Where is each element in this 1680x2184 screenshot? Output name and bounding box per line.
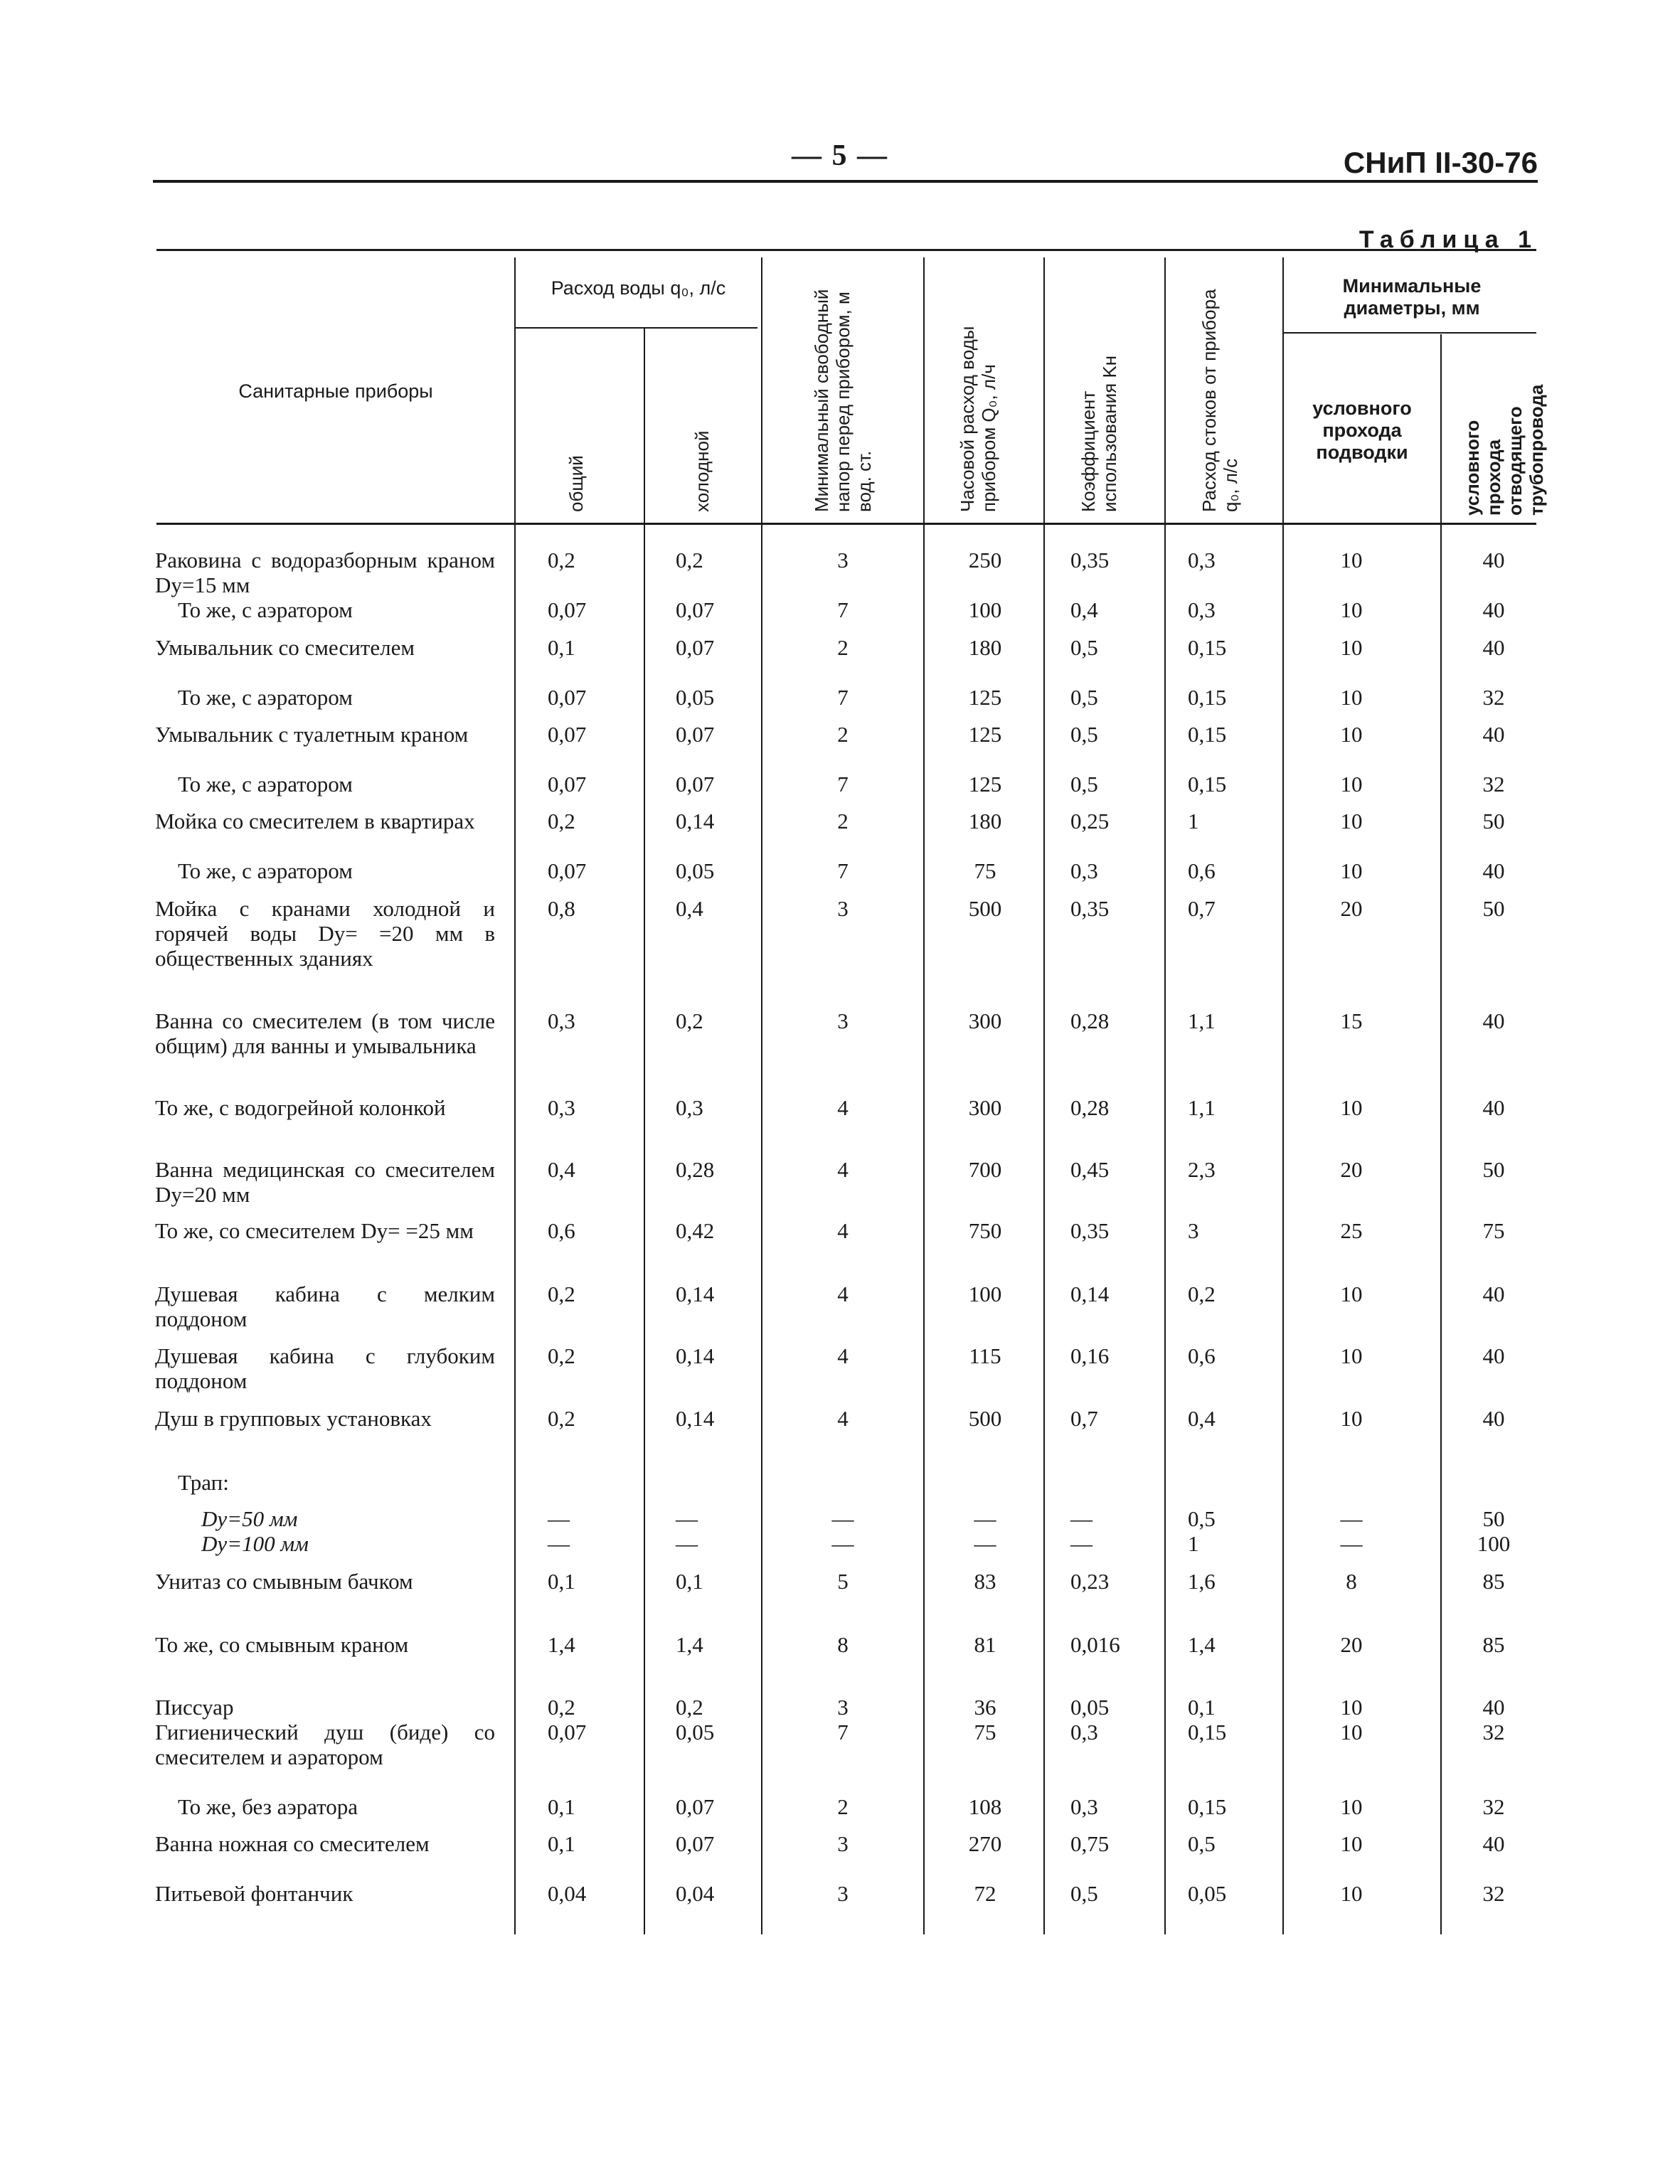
flow-total: 0,07 bbox=[548, 858, 587, 883]
hourly-flow: 125 bbox=[968, 722, 1002, 747]
flow-cold: 0,2 bbox=[676, 1008, 703, 1033]
hourly-flow: 300 bbox=[968, 1095, 1002, 1120]
usage-coef: 0,5 bbox=[1070, 772, 1098, 797]
drain-flow: 1,4 bbox=[1188, 1632, 1216, 1657]
supply-diameter: 20 bbox=[1340, 896, 1363, 921]
flow-cold: 0,04 bbox=[676, 1881, 715, 1906]
drain-diameter: 40 bbox=[1482, 1406, 1505, 1431]
usage-coef: 0,3 bbox=[1070, 1720, 1098, 1744]
flow-total: 0,07 bbox=[548, 772, 587, 797]
col-divider bbox=[761, 257, 762, 1934]
hourly-flow: 250 bbox=[968, 548, 1002, 572]
fixture-name: Ванна со смесителем (в том числе общим) для ванны и умывальника bbox=[155, 1008, 495, 1058]
drain-diameter: 50 bbox=[1482, 1157, 1505, 1182]
usage-coef: 0,35 bbox=[1070, 548, 1110, 572]
flow-cold: 0,07 bbox=[676, 1794, 715, 1819]
flow-total: 0,07 bbox=[548, 1720, 587, 1744]
table-top-rule bbox=[156, 249, 1536, 251]
fixture-name: Ванна ножная со смесителем bbox=[155, 1831, 430, 1856]
drain-flow: 2,3 bbox=[1188, 1157, 1216, 1182]
usage-coef: 0,3 bbox=[1070, 1794, 1098, 1819]
hourly-flow: — bbox=[974, 1531, 996, 1556]
usage-coef: 0,28 bbox=[1070, 1008, 1110, 1033]
hourly-flow: 180 bbox=[968, 809, 1002, 833]
hourly-flow: 75 bbox=[974, 858, 996, 883]
fixture-name: Писсуар bbox=[155, 1695, 234, 1720]
drain-diameter: 40 bbox=[1482, 1008, 1505, 1033]
flow-total: 0,07 bbox=[548, 597, 587, 622]
usage-coef: 0,4 bbox=[1070, 597, 1098, 622]
drain-diameter: 85 bbox=[1482, 1632, 1505, 1657]
col-divider bbox=[1043, 257, 1045, 1934]
header-diam-supply: условного прохода подводки bbox=[1312, 397, 1412, 463]
drain-diameter: 40 bbox=[1482, 1695, 1505, 1720]
drain-flow: 0,3 bbox=[1188, 597, 1216, 622]
pressure: 3 bbox=[837, 548, 849, 572]
fixture-name: Унитаз со смывным бачком bbox=[155, 1569, 413, 1594]
flow-total: 0,8 bbox=[548, 896, 575, 921]
usage-coef: 0,45 bbox=[1070, 1157, 1110, 1182]
flow-cold: 0,1 bbox=[676, 1569, 703, 1594]
supply-diameter: 10 bbox=[1340, 722, 1363, 747]
pressure: — bbox=[831, 1506, 854, 1531]
drain-flow: 0,15 bbox=[1188, 1720, 1227, 1744]
fixture-name: Ванна медицинская со смесителем Dу=20 мм bbox=[155, 1157, 495, 1207]
usage-coef: — bbox=[1070, 1506, 1092, 1531]
drain-flow: 0,1 bbox=[1188, 1695, 1216, 1720]
drain-diameter: 40 bbox=[1482, 1095, 1505, 1120]
flow-cold: 0,28 bbox=[676, 1157, 715, 1182]
pressure: 3 bbox=[837, 1695, 849, 1720]
col-divider bbox=[1164, 257, 1166, 1934]
drain-diameter: 32 bbox=[1482, 772, 1505, 797]
flow-cold: 0,07 bbox=[676, 1831, 715, 1856]
flow-cold: 0,14 bbox=[676, 1282, 715, 1306]
col-divider bbox=[1440, 334, 1442, 1934]
supply-diameter: 20 bbox=[1340, 1632, 1363, 1657]
header-bottom-rule bbox=[156, 523, 1536, 525]
drain-diameter: 40 bbox=[1482, 1831, 1505, 1856]
supply-diameter: 10 bbox=[1340, 1282, 1363, 1306]
flow-total: 0,1 bbox=[548, 635, 575, 660]
flow-cold: 0,4 bbox=[676, 896, 703, 921]
fixture-name: То же, с аэратором bbox=[178, 772, 353, 797]
flow-total: 0,2 bbox=[548, 1282, 575, 1306]
hourly-flow: 83 bbox=[974, 1569, 996, 1594]
flow-cold: 0,05 bbox=[676, 1720, 715, 1744]
pressure: 7 bbox=[837, 597, 849, 622]
flow-total: 0,1 bbox=[548, 1569, 575, 1594]
hourly-flow: 115 bbox=[969, 1343, 1001, 1368]
header-flow-group: Расход воды q₀, л/с bbox=[551, 277, 726, 299]
pressure: 7 bbox=[837, 772, 849, 797]
supply-diameter: 10 bbox=[1340, 1831, 1363, 1856]
flow-subheader-rule bbox=[516, 327, 757, 329]
drain-flow: 1,1 bbox=[1188, 1008, 1216, 1033]
header-pressure: Минимальный свободный напор перед прибором, м вод. ст. bbox=[811, 289, 875, 512]
fixture-name: То же, с водогрейной колонкой bbox=[155, 1095, 446, 1120]
drain-diameter: 32 bbox=[1482, 685, 1505, 710]
usage-coef: 0,28 bbox=[1070, 1095, 1110, 1120]
fixture-name: Умывальник со смесителем bbox=[155, 635, 415, 660]
supply-diameter: 10 bbox=[1340, 685, 1363, 710]
header-fixtures: Санитарные приборы bbox=[238, 380, 433, 402]
drain-diameter: 40 bbox=[1482, 1282, 1505, 1306]
header-coef: Коэффициент использования Kн bbox=[1078, 355, 1120, 512]
hourly-flow: 500 bbox=[968, 896, 1002, 921]
drain-diameter: 40 bbox=[1482, 597, 1505, 622]
supply-diameter: 10 bbox=[1340, 858, 1363, 883]
col-divider bbox=[514, 257, 516, 1934]
flow-total: 0,1 bbox=[548, 1831, 575, 1856]
flow-total: 0,2 bbox=[548, 809, 575, 833]
fixture-name: Душ в групповых установках bbox=[155, 1406, 432, 1431]
supply-diameter: 10 bbox=[1340, 597, 1363, 622]
flow-total: 0,04 bbox=[548, 1881, 587, 1906]
usage-coef: 0,5 bbox=[1070, 635, 1098, 660]
fixture-name: Dу=100 мм bbox=[201, 1531, 309, 1556]
fixture-name: То же, с аэратором bbox=[178, 685, 353, 710]
diam-subheader-rule bbox=[1284, 332, 1536, 334]
hourly-flow: — bbox=[974, 1506, 996, 1531]
flow-cold: 0,05 bbox=[676, 685, 715, 710]
flow-total: — bbox=[548, 1506, 570, 1531]
supply-diameter: 10 bbox=[1340, 1343, 1363, 1368]
fixture-name: Мойка со смесителем в квартирах bbox=[155, 809, 475, 833]
flow-total: 0,1 bbox=[548, 1794, 575, 1819]
usage-coef: 0,05 bbox=[1070, 1695, 1110, 1720]
drain-diameter: 40 bbox=[1482, 1343, 1505, 1368]
pressure: 3 bbox=[837, 896, 849, 921]
drain-flow: 0,15 bbox=[1188, 1794, 1227, 1819]
pressure: 4 bbox=[837, 1157, 849, 1182]
supply-diameter: 8 bbox=[1346, 1569, 1357, 1594]
col-divider bbox=[1282, 257, 1284, 1934]
fixture-name: Трап: bbox=[178, 1470, 229, 1495]
flow-total: 0,2 bbox=[548, 1695, 575, 1720]
drain-diameter: 32 bbox=[1482, 1794, 1505, 1819]
flow-total: 0,07 bbox=[548, 685, 587, 710]
hourly-flow: 300 bbox=[968, 1008, 1002, 1033]
pressure: 5 bbox=[837, 1569, 849, 1594]
table-caption: Таблица 1 bbox=[1359, 226, 1538, 253]
usage-coef: 0,5 bbox=[1070, 685, 1098, 710]
supply-diameter: 10 bbox=[1340, 809, 1363, 833]
usage-coef: 0,25 bbox=[1070, 809, 1110, 833]
usage-coef: 0,23 bbox=[1070, 1569, 1110, 1594]
fixture-name: Раковина с водоразборным краном Dу=15 мм bbox=[155, 548, 495, 597]
pressure: 2 bbox=[837, 635, 849, 660]
usage-coef: 0,5 bbox=[1070, 1881, 1098, 1906]
supply-diameter: 10 bbox=[1340, 1095, 1363, 1120]
flow-cold: 1,4 bbox=[676, 1632, 703, 1657]
usage-coef: 0,5 bbox=[1070, 722, 1098, 747]
drain-flow: 0,15 bbox=[1188, 772, 1227, 797]
pressure: 4 bbox=[837, 1218, 849, 1243]
drain-flow: 0,15 bbox=[1188, 685, 1227, 710]
flow-total: 0,4 bbox=[548, 1157, 575, 1182]
document-code: СНиП II-30-76 bbox=[1343, 146, 1538, 179]
supply-diameter: 20 bbox=[1340, 1157, 1363, 1182]
hourly-flow: 125 bbox=[968, 772, 1002, 797]
drain-diameter: 40 bbox=[1482, 635, 1505, 660]
usage-coef: — bbox=[1070, 1531, 1092, 1556]
col-divider bbox=[644, 329, 645, 1934]
hourly-flow: 36 bbox=[974, 1695, 996, 1720]
drain-diameter: 75 bbox=[1482, 1218, 1505, 1243]
flow-total: 0,07 bbox=[548, 722, 587, 747]
pressure: 2 bbox=[837, 722, 849, 747]
flow-cold: 0,07 bbox=[676, 635, 715, 660]
fixture-name: То же, с аэратором bbox=[178, 597, 353, 622]
supply-diameter: 10 bbox=[1340, 1881, 1363, 1906]
pressure: 4 bbox=[837, 1343, 849, 1368]
pressure: — bbox=[831, 1531, 854, 1556]
pressure: 4 bbox=[837, 1095, 849, 1120]
pressure: 3 bbox=[837, 1008, 849, 1033]
fixture-name: Dу=50 мм bbox=[201, 1506, 298, 1531]
drain-flow: 1,6 bbox=[1188, 1569, 1216, 1594]
supply-diameter: 25 bbox=[1340, 1218, 1363, 1243]
header-flow-cold: холодной bbox=[691, 430, 713, 512]
flow-cold: 0,14 bbox=[676, 1406, 715, 1431]
drain-diameter: 85 bbox=[1482, 1569, 1505, 1594]
flow-cold: 0,42 bbox=[676, 1218, 715, 1243]
pressure: 4 bbox=[837, 1282, 849, 1306]
pressure: 2 bbox=[837, 809, 849, 833]
fixture-name: То же, со смесителем Dу= =25 мм bbox=[155, 1218, 474, 1243]
hourly-flow: 750 bbox=[968, 1218, 1002, 1243]
header-drain: Расход стоков от прибора q₀, л/с bbox=[1198, 289, 1241, 512]
hourly-flow: 700 bbox=[968, 1157, 1002, 1182]
fixture-name: То же, без аэратора bbox=[178, 1794, 358, 1819]
drain-flow: 1 bbox=[1188, 809, 1199, 833]
header-hourly: Часовой расход воды прибором Q₀, л/ч bbox=[957, 326, 999, 512]
drain-flow: 3 bbox=[1188, 1218, 1199, 1243]
flow-cold: 0,2 bbox=[676, 1695, 703, 1720]
drain-flow: 0,7 bbox=[1188, 896, 1216, 921]
fixture-name: Питьевой фонтанчик bbox=[155, 1881, 353, 1906]
flow-cold: 0,14 bbox=[676, 809, 715, 833]
usage-coef: 0,14 bbox=[1070, 1282, 1110, 1306]
usage-coef: 0,75 bbox=[1070, 1831, 1110, 1856]
flow-total: 0,2 bbox=[548, 548, 575, 572]
flow-cold: 0,14 bbox=[676, 1343, 715, 1368]
hourly-flow: 100 bbox=[968, 1282, 1002, 1306]
drain-flow: 1,1 bbox=[1188, 1095, 1216, 1120]
flow-total: 0,3 bbox=[548, 1008, 575, 1033]
supply-diameter: 10 bbox=[1340, 772, 1363, 797]
flow-total: 0,6 bbox=[548, 1218, 575, 1243]
supply-diameter: 10 bbox=[1340, 635, 1363, 660]
fixture-name: То же, со смывным краном bbox=[155, 1632, 409, 1657]
fixture-name: Мойка с кранами холодной и горячей воды Dу= =20 мм в общественных зданиях bbox=[155, 896, 495, 971]
hourly-flow: 100 bbox=[968, 597, 1002, 622]
flow-total: 1,4 bbox=[548, 1632, 575, 1657]
flow-cold: 0,05 bbox=[676, 858, 715, 883]
hourly-flow: 75 bbox=[974, 1720, 996, 1744]
hourly-flow: 180 bbox=[968, 635, 1002, 660]
drain-flow: 1 bbox=[1188, 1531, 1199, 1556]
col-divider bbox=[923, 257, 925, 1934]
page-number: — 5 — bbox=[792, 139, 888, 172]
drain-diameter: 50 bbox=[1482, 1506, 1505, 1531]
drain-flow: 0,6 bbox=[1188, 858, 1216, 883]
drain-diameter: 100 bbox=[1477, 1531, 1511, 1556]
drain-flow: 0,2 bbox=[1188, 1282, 1216, 1306]
usage-coef: 0,35 bbox=[1070, 896, 1110, 921]
flow-cold: — bbox=[676, 1506, 698, 1531]
usage-coef: 0,7 bbox=[1070, 1406, 1098, 1431]
pressure: 7 bbox=[837, 858, 849, 883]
fixture-name: Умывальник с туалетным краном bbox=[155, 722, 469, 747]
pressure: 2 bbox=[837, 1794, 849, 1819]
pressure: 3 bbox=[837, 1881, 849, 1906]
flow-cold: — bbox=[676, 1531, 698, 1556]
supply-diameter: 10 bbox=[1340, 1406, 1363, 1431]
drain-diameter: 32 bbox=[1482, 1720, 1505, 1744]
flow-cold: 0,07 bbox=[676, 772, 715, 797]
pressure: 7 bbox=[837, 1720, 849, 1744]
pressure: 8 bbox=[837, 1632, 849, 1657]
flow-cold: 0,2 bbox=[676, 548, 703, 572]
usage-coef: 0,3 bbox=[1070, 858, 1098, 883]
supply-diameter: 10 bbox=[1340, 1720, 1363, 1744]
drain-diameter: 40 bbox=[1482, 722, 1505, 747]
hourly-flow: 500 bbox=[968, 1406, 1002, 1431]
pressure: 7 bbox=[837, 685, 849, 710]
flow-cold: 0,07 bbox=[676, 722, 715, 747]
supply-diameter: 10 bbox=[1340, 548, 1363, 572]
flow-total: 0,3 bbox=[548, 1095, 575, 1120]
header-diam-drain: условного прохода отводящего трубопровода bbox=[1462, 384, 1547, 516]
hourly-flow: 81 bbox=[974, 1632, 996, 1657]
drain-diameter: 32 bbox=[1482, 1881, 1505, 1906]
hourly-flow: 125 bbox=[968, 685, 1002, 710]
drain-diameter: 50 bbox=[1482, 809, 1505, 833]
fixture-name: Душевая кабина с мелким поддоном bbox=[155, 1282, 495, 1331]
drain-diameter: 50 bbox=[1482, 896, 1505, 921]
header-diam-group: Минимальные диаметры, мм bbox=[1342, 275, 1482, 319]
header-flow-total: общий bbox=[565, 455, 587, 512]
pressure: 4 bbox=[837, 1406, 849, 1431]
drain-flow: 0,5 bbox=[1188, 1506, 1216, 1531]
usage-coef: 0,16 bbox=[1070, 1343, 1110, 1368]
supply-diameter: 15 bbox=[1340, 1008, 1363, 1033]
drain-flow: 0,5 bbox=[1188, 1831, 1216, 1856]
drain-flow: 0,4 bbox=[1188, 1406, 1216, 1431]
drain-flow: 0,3 bbox=[1188, 548, 1216, 572]
flow-total: 0,2 bbox=[548, 1343, 575, 1368]
hourly-flow: 270 bbox=[968, 1831, 1002, 1856]
flow-cold: 0,07 bbox=[676, 597, 715, 622]
supply-diameter: 10 bbox=[1340, 1794, 1363, 1819]
usage-coef: 0,35 bbox=[1070, 1218, 1110, 1243]
drain-flow: 0,15 bbox=[1188, 635, 1227, 660]
drain-diameter: 40 bbox=[1482, 858, 1505, 883]
flow-cold: 0,3 bbox=[676, 1095, 703, 1120]
drain-flow: 0,15 bbox=[1188, 722, 1227, 747]
pressure: 3 bbox=[837, 1831, 849, 1856]
usage-coef: 0,016 bbox=[1070, 1632, 1120, 1657]
hourly-flow: 108 bbox=[968, 1794, 1002, 1819]
fixture-name: То же, с аэратором bbox=[178, 858, 353, 883]
hourly-flow: 72 bbox=[974, 1881, 996, 1906]
fixture-name: Душевая кабина с глубоким поддоном bbox=[155, 1343, 495, 1393]
supply-diameter: — bbox=[1340, 1506, 1363, 1531]
supply-diameter: 10 bbox=[1340, 1695, 1363, 1720]
drain-flow: 0,05 bbox=[1188, 1881, 1227, 1906]
supply-diameter: — bbox=[1340, 1531, 1363, 1556]
flow-total: 0,2 bbox=[548, 1406, 575, 1431]
drain-flow: 0,6 bbox=[1188, 1343, 1216, 1368]
drain-diameter: 40 bbox=[1482, 548, 1505, 572]
flow-total: — bbox=[548, 1531, 570, 1556]
fixture-name: Гигиенический душ (биде) со смесителем и аэратором bbox=[155, 1720, 495, 1769]
